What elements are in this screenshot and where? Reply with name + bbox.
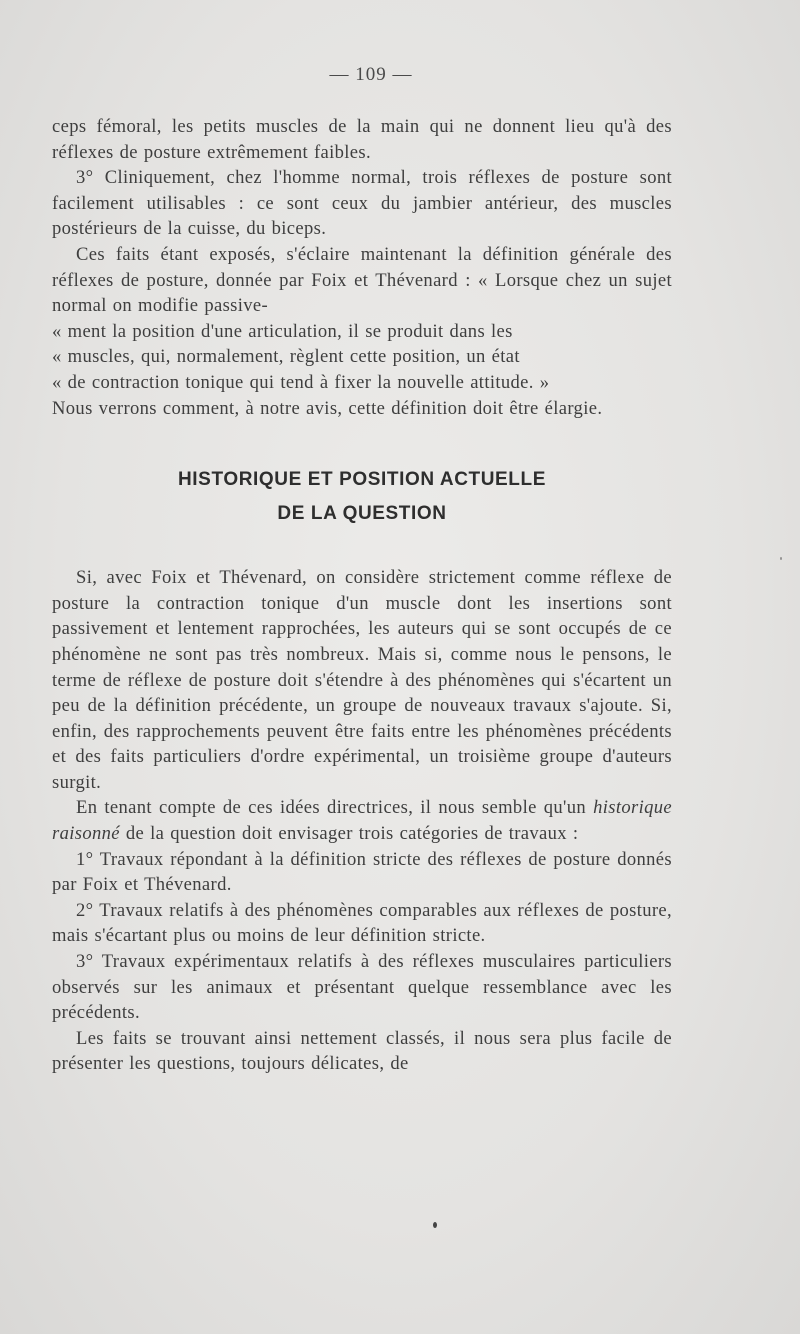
paragraph-definition <box>52 242 672 421</box>
historique-italic: historique raisonné <box>52 797 672 845</box>
historique-before: En tenant compte de ces idées directrices, il nous semble qu'un <box>76 797 594 819</box>
heading-line-1: HISTORIQUE ET POSITION ACTUELLE <box>177 469 546 491</box>
quote-line: « ment la position d'une articulation, il se produit dans les <box>52 320 513 342</box>
paragraph-closing: Les faits se trouvant ainsi nettement classés, il nous sera plus facile de présenter les questions, toujours délicates, de <box>52 1027 672 1075</box>
definition-intro: Ces faits étant exposés, s'éclaire maintenant la définition générale des réflexes de posture, donnée par Foix et Thévenard : « Lorsque chez un sujet normal on modifie passive- <box>52 243 672 317</box>
ink-speck <box>433 1222 437 1228</box>
category-item-1: 1° Travaux répondant à la définition stricte des réflexes de posture donnés par Foix et Thévenard. <box>52 848 672 896</box>
paragraph-authors: Si, avec Foix et Thévenard, on considère strictement comme réflexe de posture la contraction tonique d'un muscle dont les insertions sont passivement et lentement rapprochées, les auteurs qui se sont occupés de ce phénomène ne sont pas très nombreux. Mais si, comme nous le pensons, le terme de réflexe de posture doit s'étendre à des phénomènes qui s'écartent un peu de la définition précédente, un groupe de nouveaux travaux s'ajoute. Si, enfin, des rapprochements peuvent être faits entre les phénomènes précédents et des faits particuliers d'ordre expérimental, un troisième groupe d'auteurs surgit. <box>52 567 672 793</box>
paragraph-historique <box>52 795 672 846</box>
paragraph-clinical-reflexes: 3° Cliniquement, chez l'homme normal, trois réflexes de posture sont facilement utilisables : ce sont ceux du jambier antérieur, des muscles postérieurs de la cuisse, du biceps. <box>52 167 672 240</box>
definition-outro: Nous verrons comment, à notre avis, cette définition doit être élargie. <box>52 397 603 419</box>
page-number: — 109 — <box>329 64 413 85</box>
paragraph-continuation: ceps fémoral, les petits muscles de la main qui ne donnent lieu qu'à des réflexes de posture extrêmement faibles. <box>52 116 672 163</box>
quote-line: « de contraction tonique qui tend à fixer la nouvelle attitude. » <box>52 371 550 393</box>
quote-line: « muscles, qui, normalement, règlent cette position, un état <box>52 346 520 368</box>
category-item-2: 2° Travaux relatifs à des phénomènes comparables aux réflexes de posture, mais s'écartant plus ou moins de leur définition stricte. <box>52 899 672 947</box>
book-page <box>52 64 672 1077</box>
section-heading <box>52 463 672 531</box>
category-item-3: 3° Travaux expérimentaux relatifs à des réflexes musculaires particuliers observés sur les animaux et présentant quelque ressemblance avec les précédents. <box>52 951 672 1024</box>
historique-after: de la question doit envisager trois catégories de travaux : <box>119 823 579 845</box>
heading-line-2: DE LA QUESTION <box>277 503 447 525</box>
ink-speck <box>780 557 782 560</box>
